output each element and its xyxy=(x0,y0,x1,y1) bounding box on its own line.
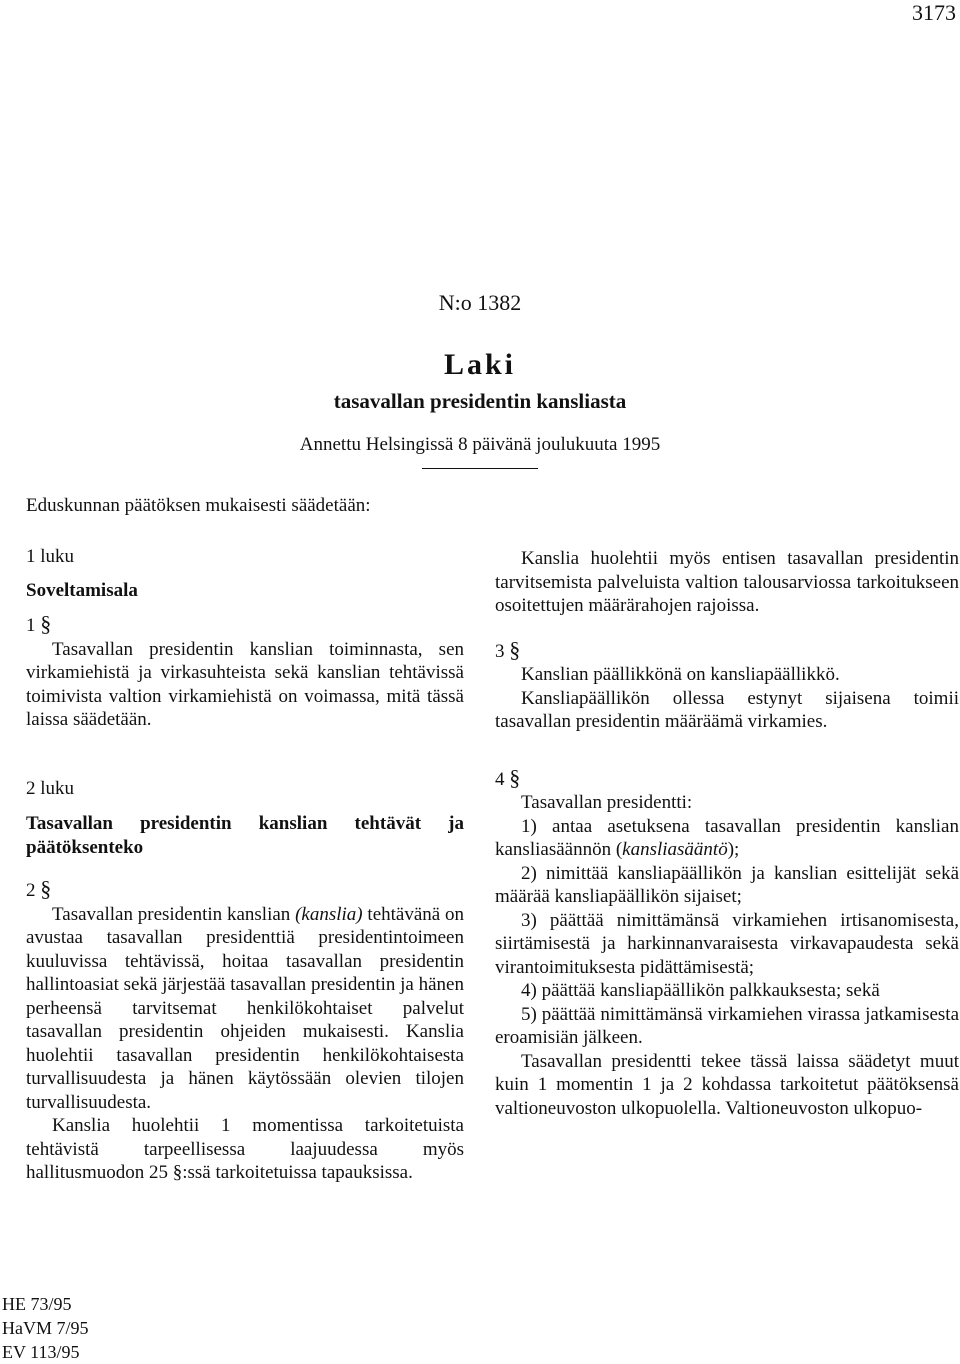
section-4-item-5: 5) päättää nimittämänsä virkamiehen virassa jatkamisesta eroamisiän jälkeen. xyxy=(495,1003,959,1048)
reference-he: HE 73/95 xyxy=(2,1294,72,1314)
section-3-paragraph-2: Kansliapäällikön ollessa estynyt sijaisena toimii tasavallan presidentin määräämä virkamies. xyxy=(495,687,959,732)
section-1-number: 1 xyxy=(26,615,36,636)
section-4-heading xyxy=(495,766,959,792)
section-1-text: Tasavallan presidentin kanslian toiminnasta, sen virkamiehistä ja virkasuhteista sekä kanslian tehtävissä toimivista valtion virkamiehistä on voimassa, mitä tässä laissa säädetään. xyxy=(26,638,464,730)
section-symbol: § xyxy=(509,636,521,662)
right-column xyxy=(495,547,959,1120)
section-4-intro: Tasavallan presidentti: xyxy=(521,792,693,813)
kanslia-term: (kanslia) xyxy=(295,903,363,925)
statute-number: N:o 1382 xyxy=(438,290,522,315)
section-3-number: 3 xyxy=(495,640,505,662)
legislative-references xyxy=(2,1292,89,1364)
section-2-paragraph-3: Kanslia huolehtii myös entisen tasavallan presidentin tarvitsemista palveluista valtion talousarviossa tarkoitukseen osoitettujen määrärahojen rajoissa. xyxy=(495,548,959,616)
section-1-heading xyxy=(26,612,464,638)
section-4-closing: Tasavallan presidentti tekee tässä laissa säädetyt muut kuin 1 momentin 1 ja 2 kohdassa tarkoitetut päätöksensä valtioneuvoston ulkopuolella. Valtioneuvoston ulkopuo- xyxy=(495,1050,959,1119)
section-3-paragraph-1: Kanslian päällikkönä on kansliapäällikkö. xyxy=(521,664,840,685)
law-title: Laki xyxy=(443,348,517,381)
section-symbol: § xyxy=(509,764,521,790)
section-3-heading xyxy=(495,638,959,664)
law-subtitle: tasavallan presidentin kansliasta xyxy=(333,389,627,413)
page-number: 3173 xyxy=(912,0,956,25)
section-2-paragraph-1: Tasavallan presidentin kanslian (kanslia) tehtävänä on avustaa tasavallan presidenttiä presidentintoimeen kuuluvissa tehtävissä, hoitaa tasavallan presidentin hallintoasiat sekä järjestää tasavallan presidentin ja hänen perheensä tarvitsemat henkilökohtaiset palvelut tasavallan presidentin ohjeiden mukaisesti. Kanslia huolehtii tasavallan presidentin henkilökohtaisesta turvallisuudesta ja hänen käytössään olevien tilojen turvallisuudesta. xyxy=(26,903,464,1113)
enactment-clause: Eduskunnan päätöksen mukaisesti säädetään: xyxy=(26,495,371,516)
left-column xyxy=(26,545,464,1185)
given-date: Annettu Helsingissä 8 päivänä joulukuuta 1995 xyxy=(299,434,661,455)
section-4-number: 4 xyxy=(495,768,505,790)
chapter-2-number: 2 luku xyxy=(26,777,75,799)
section-symbol: § xyxy=(172,1162,183,1183)
chapter-1-number: 1 luku xyxy=(26,546,75,567)
kansliasaanto-term: kansliasääntö xyxy=(622,839,728,860)
section-2-number: 2 xyxy=(26,880,36,901)
section-symbol: § xyxy=(40,611,52,636)
section-4-item-1: 1) antaa asetuksena tasavallan presidentin kanslian kansliasäännön (kansliasääntö); xyxy=(495,815,959,860)
section-2-heading xyxy=(26,877,464,903)
section-4-item-2: 2) nimittää kansliapäällikön ja kanslian esittelijät sekä määrää kansliapäällikön sijaiset; xyxy=(495,862,959,907)
section-symbol: § xyxy=(40,876,52,901)
reference-havm: HaVM 7/95 xyxy=(2,1318,89,1338)
section-4-item-4: 4) päättää kansliapäällikön palkkauksesta; sekä xyxy=(521,980,880,1001)
chapter-1-name: Soveltamisala xyxy=(26,579,138,601)
reference-ev: EV 113/95 xyxy=(2,1342,80,1362)
chapter-2-name: Tasavallan presidentin kanslian tehtävät ja päätöksenteko xyxy=(26,813,464,858)
section-4-item-3: 3) päättää nimittämänsä virkamiehen irtisanomisesta, siirtämisestä ja harkinnanvaraisesta virkavapaudesta sekä virantoimituksesta pidättämisestä; xyxy=(495,909,959,978)
title-divider xyxy=(422,468,538,469)
section-2-paragraph-2: Kanslia huolehtii 1 momentissa tarkoitetuista tehtävistä tarpeellisessa laajuudessa myös hallitusmuodon 25 §:ssä tarkoitetuissa tapauksissa. xyxy=(26,1115,464,1183)
